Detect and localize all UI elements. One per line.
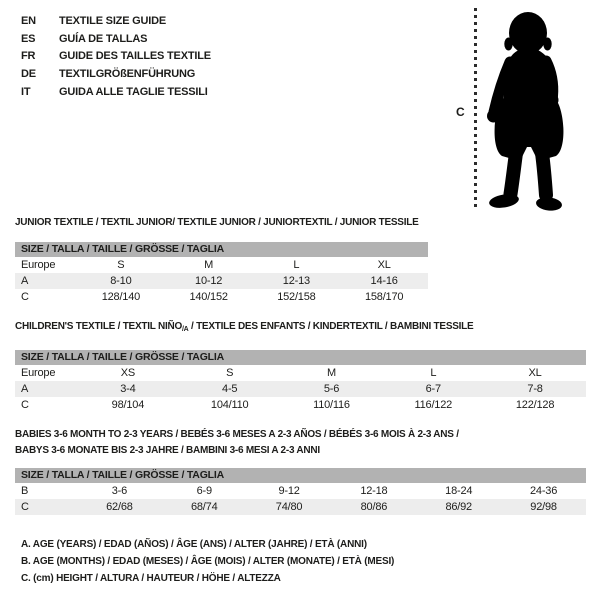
size-cell: 74/80 xyxy=(275,501,303,513)
size-cell: 68/74 xyxy=(190,501,218,513)
size-cell: 6-7 xyxy=(425,383,441,395)
baby-silhouette-icon xyxy=(482,6,594,214)
table-title xyxy=(15,321,586,336)
language-code: FR xyxy=(21,50,36,63)
size-cell: L xyxy=(293,259,300,271)
footnote-c: C. (cm) HEIGHT / ALTURA / HAUTEUR / HÖHE / ALTEZZA xyxy=(21,573,281,585)
table-title-text: CHILDREN'S TEXTILE / TEXTIL NIÑO xyxy=(15,321,182,332)
size-cell: 80/86 xyxy=(360,501,388,513)
row-label: C xyxy=(21,399,29,411)
size-cell: 3-6 xyxy=(111,485,128,497)
language-row xyxy=(21,48,211,66)
size-cell: 116/122 xyxy=(414,399,453,411)
size-cell: 128/140 xyxy=(101,291,141,303)
size-cell: 104/110 xyxy=(210,399,249,411)
table-row xyxy=(15,365,586,381)
height-dashed-line xyxy=(474,8,477,208)
language-label: GUIDE DES TAILLES TEXTILE xyxy=(59,50,211,63)
table-row xyxy=(15,397,586,413)
size-header-bar: SIZE / TALLA / TAILLE / GRÖSSE / TAGLIA xyxy=(15,468,586,483)
size-cell: 4-5 xyxy=(222,383,238,395)
babies-size-table xyxy=(15,427,586,515)
row-label: A xyxy=(21,383,29,395)
table-title-line: BABYS 3-6 MONATE BIS 2-3 JAHRE / BAMBINI 3-6 MESI A 2-3 ANNI xyxy=(15,444,320,456)
size-cell: 92/98 xyxy=(530,501,557,513)
size-cell: M xyxy=(327,367,336,379)
language-row xyxy=(21,66,211,84)
size-cell: S xyxy=(117,259,125,271)
size-cell: 86/92 xyxy=(445,501,472,513)
size-cell: 24-36 xyxy=(529,485,558,497)
footnote-b: B. AGE (MONTHS) / EDAD (MESES) / ÂGE (MOIS) / ALTER (MONATE) / ETÀ (MESI) xyxy=(21,556,395,568)
table-row xyxy=(15,289,428,305)
size-cell: S xyxy=(226,367,234,379)
size-cell: 158/170 xyxy=(364,291,404,303)
language-legend xyxy=(21,13,211,102)
footnotes xyxy=(21,536,394,588)
size-cell: 7-8 xyxy=(527,383,543,395)
children-size-table xyxy=(15,321,586,413)
size-cell: 10-12 xyxy=(195,275,223,287)
size-cell: 3-4 xyxy=(120,383,136,395)
size-cell: 122/128 xyxy=(515,399,555,411)
table-row xyxy=(15,483,586,499)
table-row xyxy=(15,499,586,515)
footnote-a: A. AGE (YEARS) / EDAD (AÑOS) / ÂGE (ANS) / ALTER (JAHRE) / ETÀ (ANNI) xyxy=(21,539,367,550)
row-label: C xyxy=(21,501,29,513)
size-cell: XL xyxy=(377,259,391,271)
language-row xyxy=(21,31,211,49)
row-label: Europe xyxy=(21,367,56,379)
size-cell: 6-9 xyxy=(196,485,212,497)
size-header-bar: SIZE / TALLA / TAILLE / GRÖSSE / TAGLIA xyxy=(15,242,428,257)
row-label: B xyxy=(21,485,29,497)
language-label: TEXTILE SIZE GUIDE xyxy=(59,15,167,27)
size-cell: XS xyxy=(120,367,136,379)
size-cell: 8-10 xyxy=(110,275,132,287)
table-title: JUNIOR TEXTILE / TEXTIL JUNIOR/ TEXTILE JUNIOR / JUNIORTEXTIL / JUNIOR TESSILE xyxy=(15,217,419,228)
size-cell: 18-24 xyxy=(445,485,473,497)
size-header-bar: SIZE / TALLA / TAILLE / GRÖSSE / TAGLIA xyxy=(15,350,586,365)
row-label: C xyxy=(21,291,29,303)
junior-size-table xyxy=(15,217,428,305)
size-cell: 5-6 xyxy=(323,383,340,395)
size-cell: L xyxy=(430,367,437,379)
table-title-line: BABIES 3-6 MONTH TO 2-3 YEARS / BEBÉS 3-6 MESES A 2-3 AÑOS / BÉBÉS 3-6 MOIS À 2-3 ANS / xyxy=(15,429,459,440)
size-cell: 98/104 xyxy=(111,399,145,411)
language-row xyxy=(21,13,211,31)
row-label: A xyxy=(21,275,29,287)
table-title-text: / TEXTILE DES ENFANTS / KINDERTEXTIL / BAMBINI TESSILE xyxy=(188,321,474,332)
size-cell: XL xyxy=(528,367,542,379)
row-label: Europe xyxy=(21,259,56,271)
language-row xyxy=(21,84,211,102)
language-label: TEXTILGRÖßENFÜHRUNG xyxy=(59,68,196,81)
language-code: DE xyxy=(21,68,36,81)
table-title xyxy=(15,427,586,458)
size-cell: 110/116 xyxy=(313,399,350,411)
language-code: ES xyxy=(21,32,36,45)
size-cell: 12-13 xyxy=(282,275,310,287)
size-cell: 12-18 xyxy=(360,485,388,497)
size-cell: M xyxy=(204,259,214,271)
size-cell: 152/158 xyxy=(277,291,316,303)
size-cell: 140/152 xyxy=(189,291,228,303)
language-label: GUÍA DE TALLAS xyxy=(59,32,148,45)
table-row xyxy=(15,273,428,289)
language-code: EN xyxy=(21,15,36,27)
size-cell: 9-12 xyxy=(278,485,300,497)
table-row xyxy=(15,381,586,397)
table-title-subscript: /A xyxy=(181,326,189,333)
height-label: C xyxy=(456,105,465,119)
size-cell: 14-16 xyxy=(370,275,398,287)
language-code: IT xyxy=(21,85,31,98)
size-cell: 62/68 xyxy=(106,501,133,513)
language-label: GUIDA ALLE TAGLIE TESSILI xyxy=(59,85,208,98)
table-row xyxy=(15,257,428,273)
